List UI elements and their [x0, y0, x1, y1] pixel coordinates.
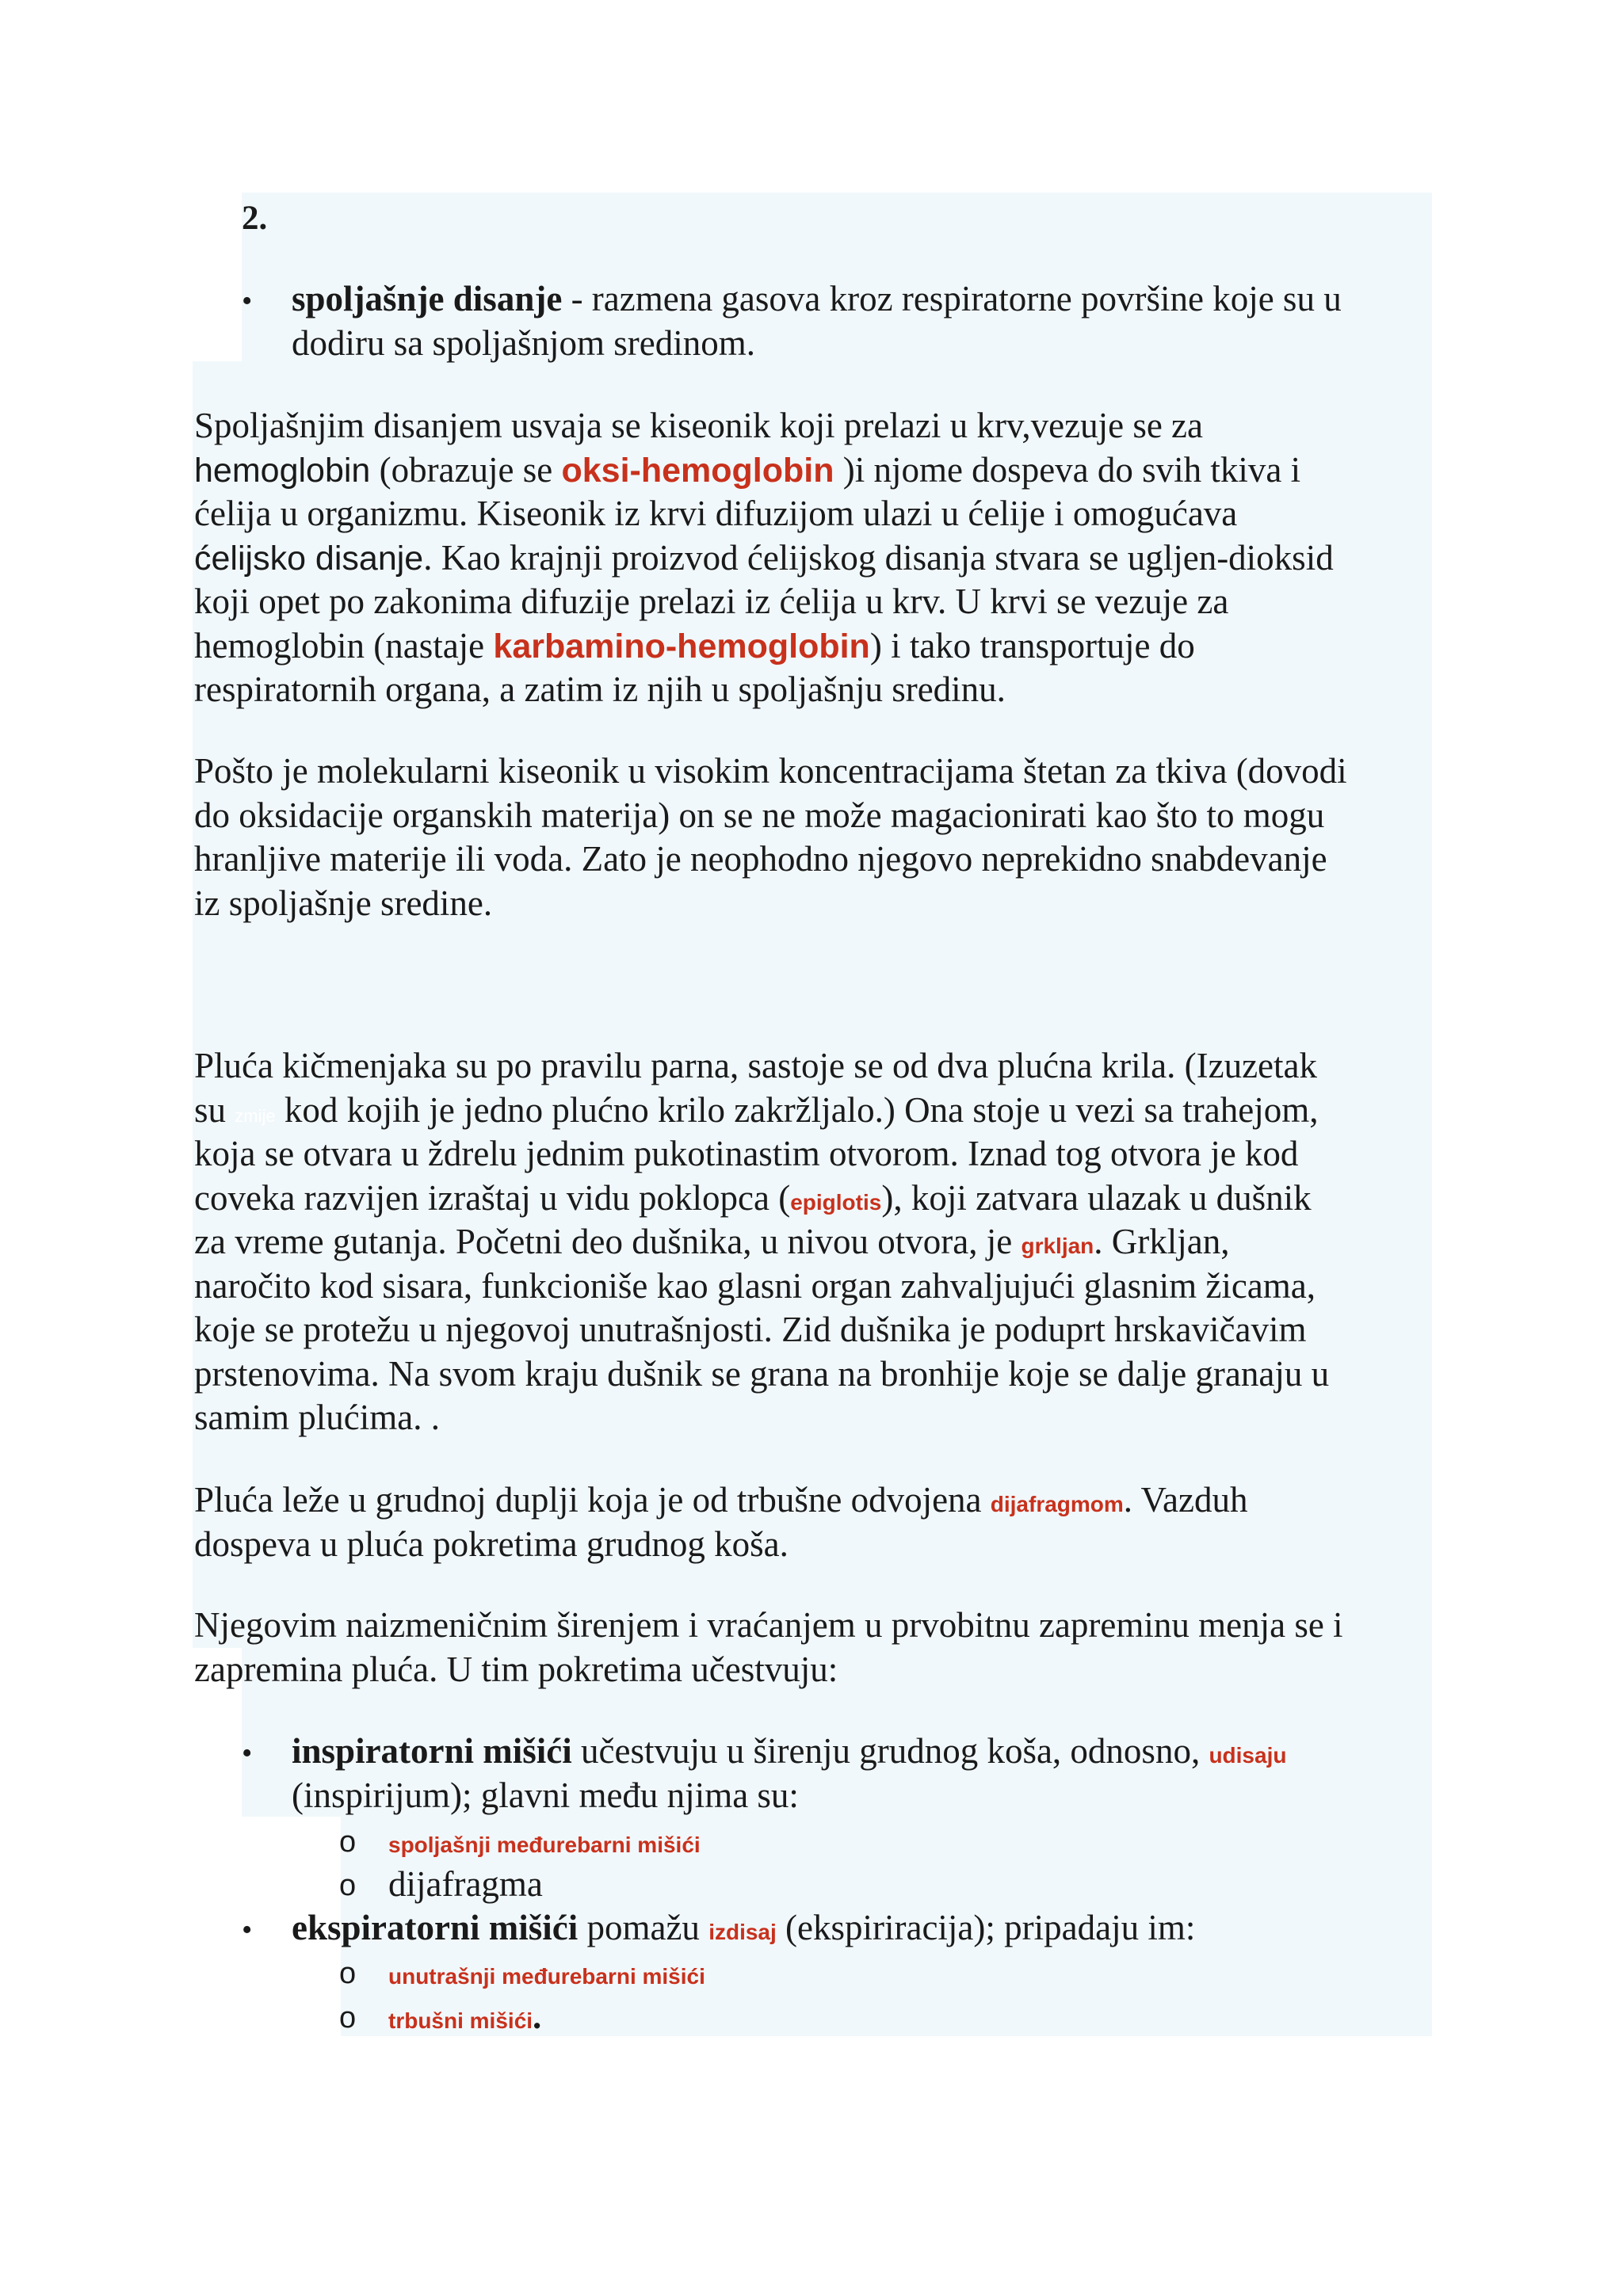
circle-marker: o [339, 1869, 357, 1902]
paragraph-molekularni-kiseonik: Pošto je molekularni kiseonik u visokim koncentracijama štetan za tkiva (dovodi do oksidacije organskih materija) on se ne može magacionirati kao što to mogu hranljive materije ili voda. Zato je neophodno njegovo neprekidno snabdevanje iz spoljašnje sredine. [194, 751, 1347, 923]
paragraph-pluca-kicmenjaka: Pluća kičmenjaka su po pravilu parna, sastoje se od dva plućna krila. (Izuzetak su zmije kod kojih je jedno plućno krilo zakržljalo.) Ona stoje u vezi sa trahejom, koja se otvara u ždrelu jednim pukotinastim otvorom. Iznad tog otvora je kod coveka razvijen izraštaj u vidu poklopca (epiglotis), koji zatvara ulazak u dušnik za vreme gutanja. Početni deo dušnika, u nivou otvora, je grkljan. Grkljan, naročito kod sisara, funkcioniše kao glasni organ zahvaljujući glasnim žicama, koje se protežu u njegovoj unutrašnjosti. Zid dušnika je poduprt hrskavičavim prstenovima. Na svom kraju dušnik se grana na bronhije koje se dalje granaju u samim plućima. . [194, 1046, 1330, 1437]
term-spoljasnje-disanje: spoljašnje disanje [292, 279, 563, 318]
term-hemoglobin: hemoglobin [194, 451, 371, 490]
term-celijsko-disanje: ćelijsko disanje [194, 539, 424, 578]
bullet-marker: • [242, 1913, 253, 1947]
paragraph-zapremina-pluca: Njegovim naizmeničnim širenjem i vraćanjem u prvobitnu zapreminu menja se i zapremina pluća. U tim pokretima učestvuju: [194, 1605, 1343, 1689]
term-izdisaj: izdisaj [708, 1920, 777, 1944]
term-karbamino-hemoglobin: karbamino-hemoglobin [493, 627, 870, 666]
circle-marker: o [339, 1825, 357, 1859]
bullet-spoljasnje-disanje: spoljašnje disanje - razmena gasova kroz respiratorne površine koje su u dodiru sa spoljašnjom sredinom. [292, 279, 1342, 363]
term-dijafragmom: dijafragmom [990, 1492, 1124, 1516]
list-item-spoljasnji-medjurebarni: spoljašnji međurebarni mišići [388, 1833, 701, 1857]
bullet-marker: • [242, 1737, 253, 1770]
circle-marker: o [339, 2001, 357, 2035]
term-ekspiratorni-misici: ekspiratorni mišići [292, 1908, 579, 1947]
term-inspiratorni-misici: inspiratorni mišići [292, 1731, 572, 1771]
term-udisaju: udisaju [1209, 1743, 1287, 1768]
circle-marker: o [339, 1957, 357, 1990]
paragraph-dijafragma: Pluća leže u grudnoj duplji koja je od trbušne odvojena dijafragmom. Vazduh dospeva u pluća pokretima grudnog koša. [194, 1480, 1248, 1564]
bullet-ekspiratorni-misici: ekspiratorni mišići pomažu izdisaj (ekspiriracija); pripadaju im: [292, 1908, 1196, 1947]
term-oksi-hemoglobin: oksi-hemoglobin [561, 451, 834, 490]
list-item-dijafragma: dijafragma [388, 1864, 543, 1904]
section-number: 2. [242, 200, 268, 237]
list-item-trbusni-misici: trbušni mišići. [388, 1997, 542, 2036]
bullet-inspiratorni-misici: inspiratorni mišići učestvuju u širenju grudnog koša, odnosno, udisaju (inspirijum); glavni među njima su: [292, 1731, 1287, 1815]
term-zmije: zmije [235, 1105, 276, 1126]
bullet-marker: • [242, 284, 253, 318]
term-grkljan: grkljan [1021, 1234, 1094, 1258]
paragraph-spoljasnje-disanje: Spoljašnjim disanjem usvaja se kiseonik koji prelazi u krv,vezuje se za hemoglobin (obrazuje se oksi-hemoglobin )i njome dospeva do svih tkiva i ćelija u organizmu. Kiseonik iz krvi difuzijom ulazi u ćelije i omogućava ćelijsko disanje. Kao krajnji proizvod ćelijskog disanja stvara se ugljen-dioksid koji opet po zakonima difuzije prelazi iz ćelija u krv. U krvi se vezuje za hemoglobin (nastaje karbamino-hemoglobin) i tako transportuje do respiratornih organa, a zatim iz njih u spoljašnju sredinu. [194, 406, 1334, 709]
list-item-unutrasnji-medjurebarni: unutrašnji međurebarni mišići [388, 1964, 705, 1989]
term-epiglotis: epiglotis [790, 1189, 882, 1215]
